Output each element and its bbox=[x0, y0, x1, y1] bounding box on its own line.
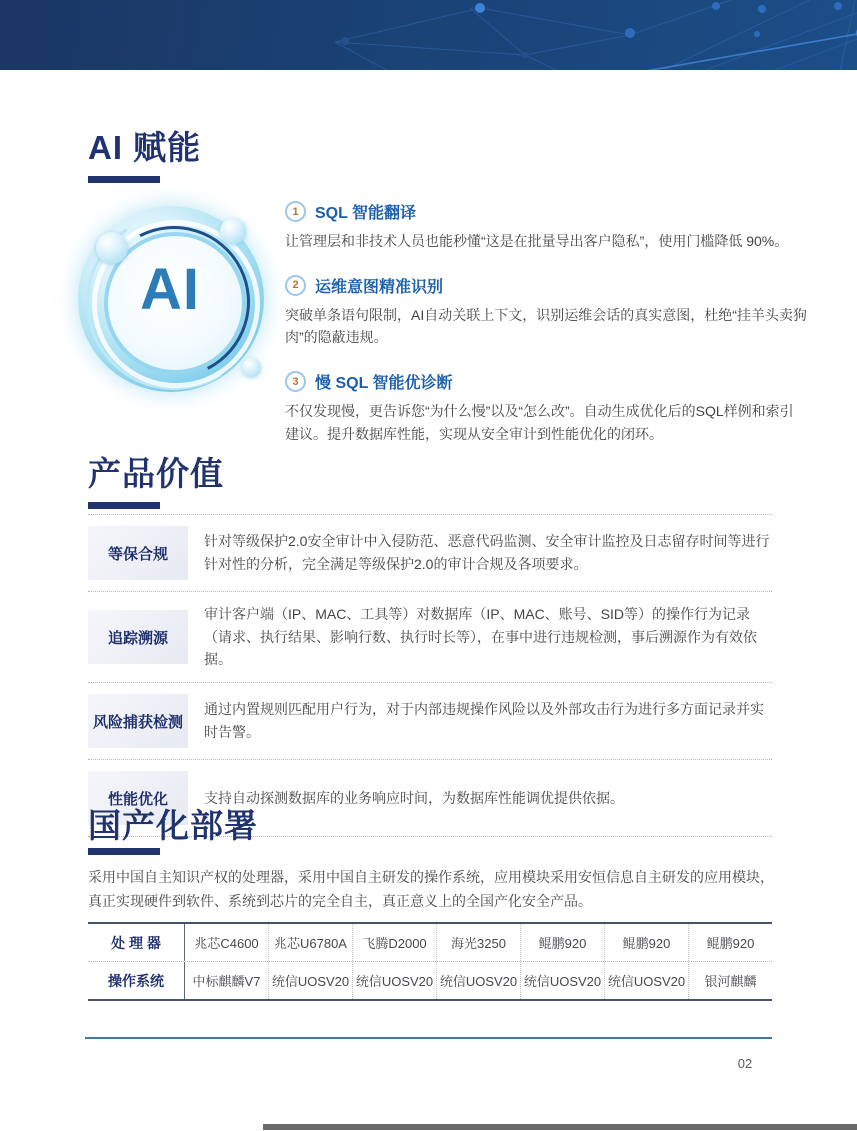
value-label: 追踪溯源 bbox=[88, 610, 188, 664]
value-label: 性能优化 bbox=[88, 771, 188, 825]
page-number: 02 bbox=[737, 1056, 753, 1071]
table-cell: 银河麒麟 bbox=[688, 962, 772, 999]
title-underline-ai bbox=[88, 176, 160, 183]
table-row bbox=[88, 592, 772, 683]
ai-sphere-label: AI bbox=[140, 257, 200, 322]
title-underline-value bbox=[88, 502, 160, 509]
table-cell: 兆芯U6780A bbox=[268, 924, 352, 961]
table-cell: 统信UOSV20 bbox=[520, 962, 604, 999]
table-cell: 统信UOSV20 bbox=[604, 962, 688, 999]
table-cell: 鲲鹏920 bbox=[520, 924, 604, 961]
table-cell: 统信UOSV20 bbox=[268, 962, 352, 999]
table-row bbox=[88, 515, 772, 592]
section-title-deploy: 国产化部署 bbox=[88, 807, 258, 844]
table-row bbox=[88, 683, 772, 760]
table-row bbox=[88, 961, 772, 999]
deploy-intro-paragraph: 采用中国自主知识产权的处理器，采用中国自主研发的操作系统，应用模块采用安恒信息自主研发的应用模块，真正实现硬件到软件、系统到芯片的完全自主，真正意义上的全国产化安全产品。 bbox=[88, 869, 774, 909]
ai-feature-heading bbox=[285, 370, 807, 393]
ai-feature-body: 不仅发现慢，更告诉您“为什么慢”以及“怎么改”。自动生成优化后的SQL样例和索引建议。提升数据库性能，实现从安全审计到性能优化的闭环。 bbox=[285, 403, 794, 442]
ai-feature-heading bbox=[285, 200, 807, 223]
table-cell: 中标麒麟V7 bbox=[184, 962, 268, 999]
value-description: 针对等级保护2.0安全审计中入侵防范、恶意代码监测、安全审计监控及日志留存时间等进行针对性的分析，完全满足等级保护2.0的审计合规及各项要求。 bbox=[204, 533, 770, 572]
row-header: 处 理 器 bbox=[111, 934, 161, 951]
number-badge-icon: 3 bbox=[285, 371, 306, 392]
ai-satellite-dot bbox=[242, 358, 261, 377]
number-badge-icon: 1 bbox=[285, 201, 306, 222]
ai-satellite-dot bbox=[220, 218, 246, 244]
value-label: 风险捕获检测 bbox=[88, 694, 188, 748]
product-value-table bbox=[88, 514, 772, 837]
network-pattern-graphic bbox=[0, 0, 857, 70]
table-cell: 海光3250 bbox=[436, 924, 520, 961]
ai-feature-list bbox=[285, 200, 807, 466]
ai-feature-item bbox=[285, 370, 807, 445]
value-label: 等保合规 bbox=[88, 526, 188, 580]
ai-feature-item bbox=[285, 200, 807, 253]
table-cell: 统信UOSV20 bbox=[352, 962, 436, 999]
table-cell: 鲲鹏920 bbox=[688, 924, 772, 961]
title-underline-deploy bbox=[88, 848, 160, 855]
footer-divider bbox=[85, 1037, 772, 1039]
ai-sphere-graphic bbox=[70, 200, 270, 400]
table-cell: 飞腾D2000 bbox=[352, 924, 436, 961]
ai-feature-heading bbox=[285, 274, 807, 297]
ai-feature-title: 运维意图精准识别 bbox=[315, 278, 444, 296]
value-description: 通过内置规则匹配用户行为，对于内部违规操作风险以及外部攻击行为进行多方面记录并实时告警。 bbox=[204, 701, 764, 741]
section-title-value: 产品价值 bbox=[88, 455, 224, 492]
bottom-edge-bar bbox=[263, 1124, 857, 1130]
deployment-table bbox=[88, 922, 772, 1001]
ai-feature-body: 让管理层和非技术人员也能秒懂“这是在批量导出客户隐私”，使用门槛降低 90%。 bbox=[285, 233, 789, 249]
section-title-ai: AI 赋能 bbox=[88, 129, 202, 166]
ai-feature-item bbox=[285, 274, 807, 349]
ai-feature-title: 慢 SQL 智能优诊断 bbox=[315, 375, 453, 393]
number-badge-icon: 2 bbox=[285, 275, 306, 296]
row-header: 操作系统 bbox=[108, 972, 164, 989]
value-description: 审计客户端（IP、MAC、工具等）对数据库（IP、MAC、账号、SID等）的操作行为记录（请求、执行结果、影响行数、执行时长等），在事中进行违规检测，事后溯源作为有效依据。 bbox=[204, 606, 757, 668]
table-cell: 鲲鹏920 bbox=[604, 924, 688, 961]
ai-feature-body: 突破单条语句限制，AI自动关联上下文，识别运维会话的真实意图，杜绝“挂羊头卖狗肉”的隐蔽违规。 bbox=[285, 306, 807, 346]
ai-feature-title: SQL 智能翻译 bbox=[315, 205, 417, 222]
table-cell: 统信UOSV20 bbox=[436, 962, 520, 999]
header-band bbox=[0, 0, 857, 70]
value-description: 支持自动探测数据库的业务响应时间，为数据库性能调优提供依据。 bbox=[204, 789, 624, 806]
table-cell: 兆芯C4600 bbox=[184, 924, 268, 961]
table-row bbox=[88, 924, 772, 961]
